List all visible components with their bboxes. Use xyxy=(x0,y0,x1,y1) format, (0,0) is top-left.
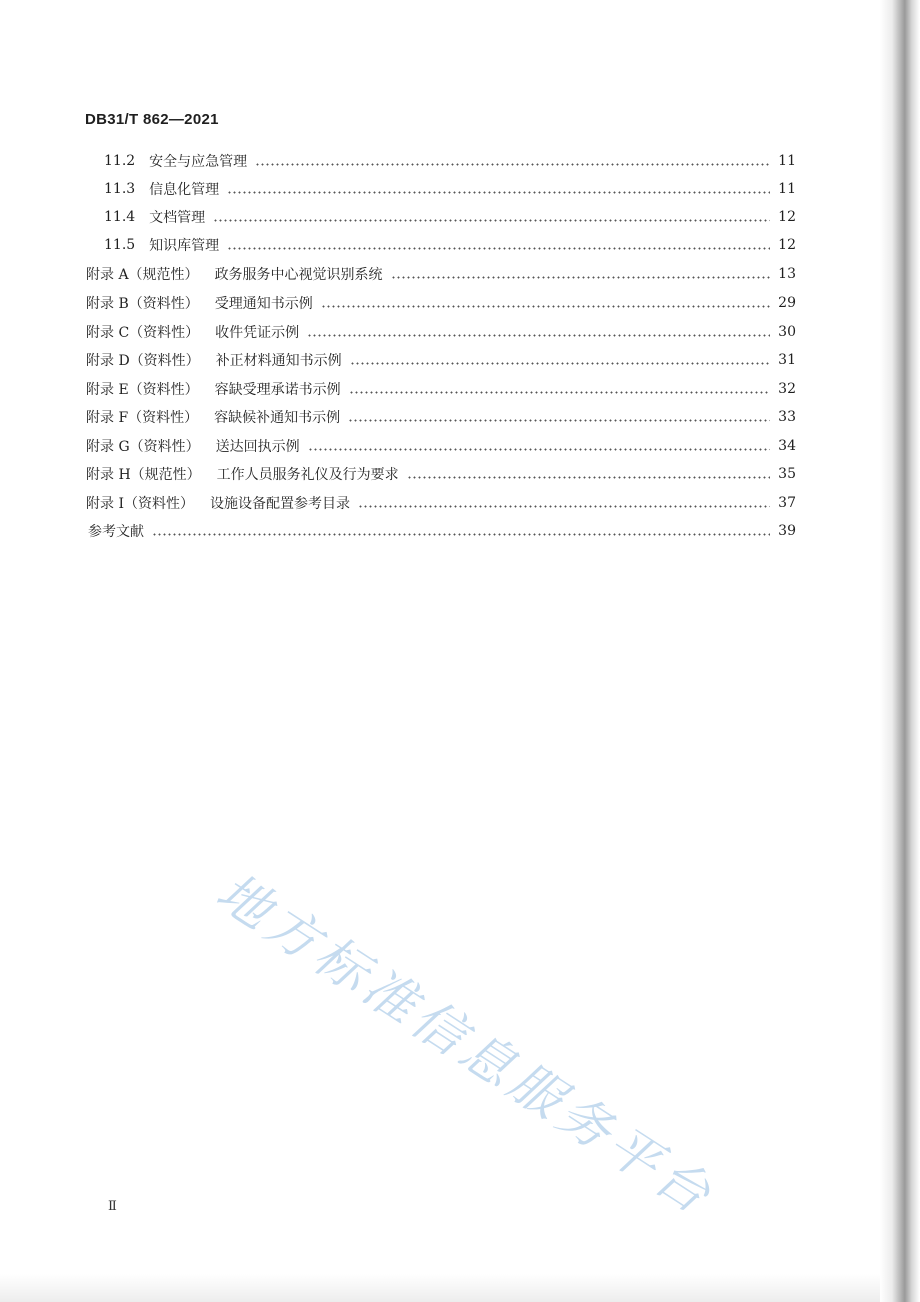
toc-entry-appendix-g[interactable] xyxy=(86,432,796,460)
toc-entry-appendix-a[interactable] xyxy=(86,260,796,288)
toc-entry-page: 39 xyxy=(778,523,796,539)
dot-leader xyxy=(213,219,770,222)
toc-entry-page: 29 xyxy=(778,295,796,311)
toc-entry-page: 13 xyxy=(778,266,796,282)
dot-leader xyxy=(308,448,770,451)
toc-entry-page: 12 xyxy=(778,209,796,225)
appendix-label: 附录 C（资料性） xyxy=(86,325,200,341)
dot-leader xyxy=(349,391,770,394)
toc-entry-page: 32 xyxy=(778,381,796,397)
toc-entry-11-5[interactable] xyxy=(104,231,796,259)
toc-entry-page: 11 xyxy=(778,181,796,197)
appendix-label: 附录 H（规范性） xyxy=(86,467,201,483)
dot-leader xyxy=(358,505,770,508)
toc-entry-number: 11.3 xyxy=(104,181,136,197)
document-code: DB31/T 862—2021 xyxy=(85,111,219,128)
appendix-label: 附录 F（资料性） xyxy=(86,410,199,426)
toc-entry-page: 11 xyxy=(778,153,796,169)
toc-entry-title: 安全与应急管理 xyxy=(149,154,248,170)
toc-entry-page: 37 xyxy=(778,495,796,511)
page-edge-shadow xyxy=(880,0,920,1302)
toc-entry-title: 文档管理 xyxy=(149,210,206,226)
toc-entry-page: 30 xyxy=(778,324,796,340)
appendix-label: 附录 E（资料性） xyxy=(86,382,199,398)
toc-entry-page: 12 xyxy=(778,237,796,253)
toc-entry-title: 送达回执示例 xyxy=(215,439,300,455)
toc-entry-appendix-e[interactable] xyxy=(86,375,796,403)
toc-entry-number: 11.4 xyxy=(104,209,136,225)
toc-entry-11-3[interactable] xyxy=(104,175,796,203)
dot-leader xyxy=(348,419,770,422)
toc-entry-page: 34 xyxy=(778,438,796,454)
toc-entry-title: 政务服务中心视觉识别系统 xyxy=(214,267,383,283)
toc-entry-references[interactable] xyxy=(86,517,796,545)
toc-entry-page: 33 xyxy=(778,409,796,425)
dot-leader xyxy=(255,163,770,166)
toc-entry-appendix-c[interactable] xyxy=(86,318,796,346)
dot-leader xyxy=(321,305,770,308)
page-number: Ⅱ xyxy=(108,1199,117,1214)
toc-entry-appendix-i[interactable] xyxy=(86,489,796,517)
appendix-label: 附录 D（资料性） xyxy=(86,353,200,369)
dot-leader xyxy=(227,247,770,250)
toc-entry-page: 31 xyxy=(778,352,796,368)
dot-leader xyxy=(152,533,770,536)
dot-leader xyxy=(227,191,770,194)
appendix-label: 附录 B（资料性） xyxy=(86,296,199,312)
dot-leader xyxy=(307,334,770,337)
dot-leader xyxy=(350,362,770,365)
toc-entry-number: 11.5 xyxy=(104,237,136,253)
toc-entry-title: 工作人员服务礼仪及行为要求 xyxy=(216,467,399,483)
appendix-label: 附录 I（资料性） xyxy=(86,496,194,512)
toc-entry-title: 补正材料通知书示例 xyxy=(215,353,342,369)
toc-entry-appendix-f[interactable] xyxy=(86,403,796,431)
toc-entry-title: 收件凭证示例 xyxy=(215,325,300,341)
toc-entry-title: 设施设备配置参考目录 xyxy=(209,496,350,512)
toc-entry-appendix-h[interactable] xyxy=(86,460,796,488)
toc-entry-page: 35 xyxy=(778,466,796,482)
watermark-text: 地方标准信息服务平台 xyxy=(205,861,725,1229)
appendix-label: 附录 G（资料性） xyxy=(86,439,200,455)
toc-entry-11-4[interactable] xyxy=(104,203,796,231)
toc-entry-title: 受理通知书示例 xyxy=(214,296,313,312)
toc-entry-title: 参考文献 xyxy=(88,524,144,540)
toc-entry-title: 知识库管理 xyxy=(149,238,220,254)
toc-entry-title: 容缺候补通知书示例 xyxy=(214,410,341,426)
toc-entry-title: 信息化管理 xyxy=(149,182,220,198)
toc-entry-11-2[interactable] xyxy=(104,147,796,175)
scan-shadow xyxy=(0,1274,880,1302)
toc-entry-title: 容缺受理承诺书示例 xyxy=(214,382,341,398)
dot-leader xyxy=(407,476,770,479)
toc-entry-appendix-b[interactable] xyxy=(86,289,796,317)
appendix-label: 附录 A（规范性） xyxy=(86,267,199,283)
toc-entry-number: 11.2 xyxy=(104,153,136,169)
dot-leader xyxy=(391,276,770,279)
toc-entry-appendix-d[interactable] xyxy=(86,346,796,374)
